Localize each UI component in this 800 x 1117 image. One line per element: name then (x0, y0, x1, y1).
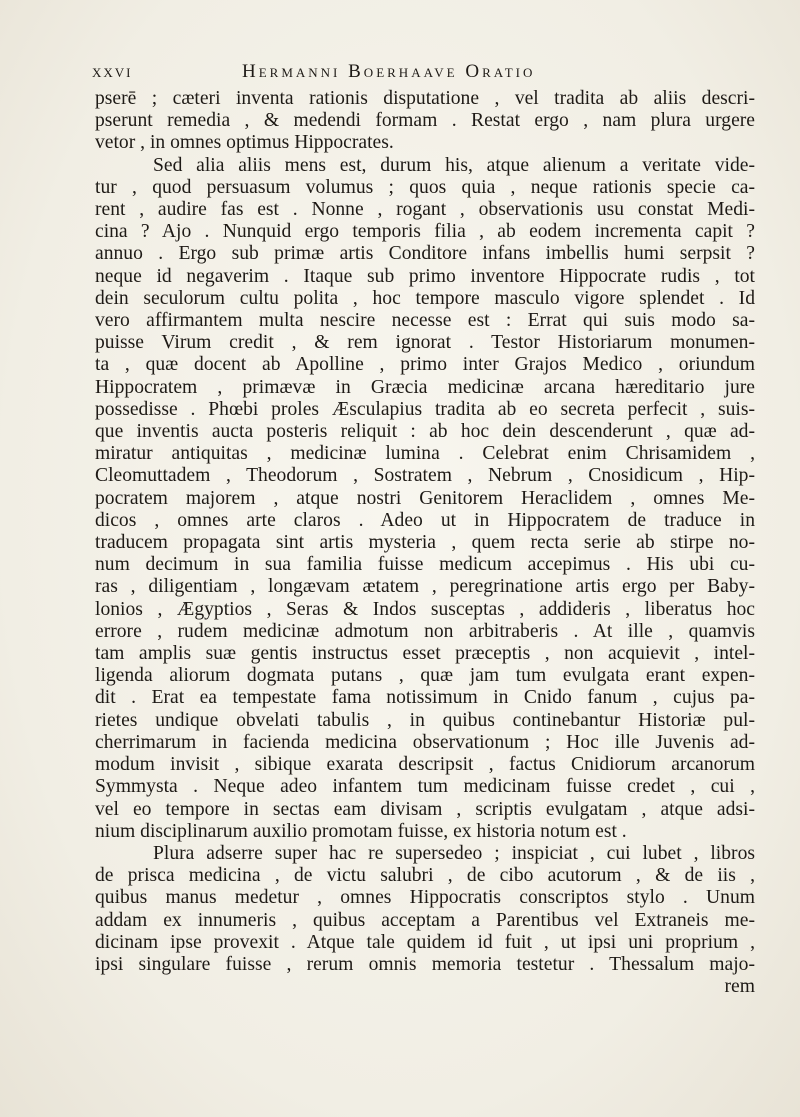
text-line: ras , diligentiam , longævam ætatem , peregrinatione artis ergo per Baby- (95, 576, 755, 598)
text-line: pserunt remedia , & medendi formam . Restat ergo , nam plura urgere (95, 110, 755, 132)
text-line: ligenda aliorum dogmata putans , quæ jam tum evulgata erant expen- (95, 665, 755, 687)
text-line: que inventis aucta posteris reliquit : ab hoc dein descenderunt , quæ ad- (95, 421, 755, 443)
text-line: modum invisit , sibique exarata descripsit , factus Cnidiorum arcanorum (95, 754, 755, 776)
text-line: dicos , omnes arte claros . Adeo ut in Hippocratem de traduce in (95, 509, 755, 531)
text-line: Cleomuttadem , Theodorum , Sostratem , Nebrum , Cnosidicum , Hip- (95, 465, 755, 487)
text-line: miratur antiquitas , medicinæ lumina . Celebrat enim Chrisamidem , (95, 443, 755, 465)
text-line: ta , quæ docent ab Apolline , primo inter Grajos Medico , oriundum (95, 354, 755, 376)
text-line: Symmysta . Neque adeo infantem tum medicinam fuisse credet , cui , (95, 776, 755, 798)
text-line: vetor , in omnes optimus Hippocrates. (95, 132, 394, 154)
text-line: dicinam ipse provexit . Atque tale quidem id fuit , ut ipsi uni proprium , (95, 931, 755, 953)
text-line: traducem propagata sint artis mysteria , quem recta serie ab stirpe no- (95, 532, 755, 554)
text-line: annuo . Ergo sub primæ artis Conditore infans imbellis humi serpsit ? (95, 243, 755, 265)
text-line: dein seculorum cultu polita , hoc tempore masculo vigore splendet . Id (95, 287, 755, 309)
text-line: rent , audire fas est . Nonne , rogant , observationis usu constat Medi- (95, 199, 755, 221)
text-line: vero affirmantem multa nescire necesse est : Errat qui suis modo sa- (95, 310, 755, 332)
text-line: tam amplis suæ gentis instructus esset præceptis , non acquievit , intel- (95, 643, 755, 665)
text-line: addam ex innumeris , quibus acceptam a Parentibus vel Extraneis me- (95, 909, 755, 931)
text-line: quibus manus medetur , omnes Hippocratis conscriptos stylo . Unum (95, 887, 755, 909)
text-line: pserē ; cæteri inventa rationis disputatione , vel tradita ab aliis descri- (95, 88, 755, 109)
text-line: errore , rudem medicinæ admotum non arbitraberis . At ille , quamvis (95, 620, 755, 642)
text-line: Sed alia aliis mens est, durum his, atque alienum a veritate vide- (153, 154, 755, 176)
text-line: ipsi singulare fuisse , rerum omnis memoria testetur . Thessalum majo- (95, 953, 755, 975)
text-line: puisse Virum credit , & rem ignorat . Testor Historiarum monumen- (95, 332, 755, 354)
text-line: vel eo tempore in sectas eam divisam , scriptis evulgatam , atque adsi- (95, 798, 755, 820)
text-line: cherrimarum in facienda medicina observationum ; Hoc ille Juvenis ad- (95, 731, 755, 753)
text-line: Plura adserre super hac re supersedeo ; inspiciat , cui lubet , libros (153, 842, 755, 864)
text-line: rietes undique obvelati tabulis , in quibus continebantur Historiæ pul- (95, 709, 755, 731)
text-line: Hippocratem , primævæ in Græcia medicinæ arcana hæreditario jure (95, 376, 755, 398)
running-title: Hermanni Boerhaave Oratio (242, 61, 536, 82)
text-line: de prisca medicina , de victu salubri , de cibo acutorum , & de iis , (95, 865, 755, 887)
text-line: nium disciplinarum auxilio promotam fuisse, ex historia notum est . (95, 820, 627, 842)
text-line: possedisse . Phœbi proles Æsculapius tradita ab eo secreta perfecit , suis- (95, 398, 755, 420)
text-line: lonios , Ægyptios , Seras & Indos susceptas , addideris , liberatus hoc (95, 598, 755, 620)
text-line: tur , quod persuasum volumus ; quos quia , neque rationis specie ca- (95, 176, 755, 198)
text-line: neque id negaverim . Itaque sub primo inventore Hippocrate rudis , tot (95, 265, 755, 287)
text-line: cina ? Ajo . Nunquid ergo temporis filia , ab eodem incrementa capit ? (95, 221, 755, 243)
page-number: xxvi (92, 61, 133, 82)
body-text (95, 88, 755, 998)
text-line: pocratem majorem , atque nostri Genitorem Heraclidem , omnes Me- (95, 487, 755, 509)
catchword: rem (724, 976, 755, 998)
text-line: num decimum in sua familia fuisse medicum accepimus . His ubi cu- (95, 554, 755, 576)
text-line: dit . Erat ea tempestate fama notissimum in Cnido fanum , cujus pa- (95, 687, 755, 709)
